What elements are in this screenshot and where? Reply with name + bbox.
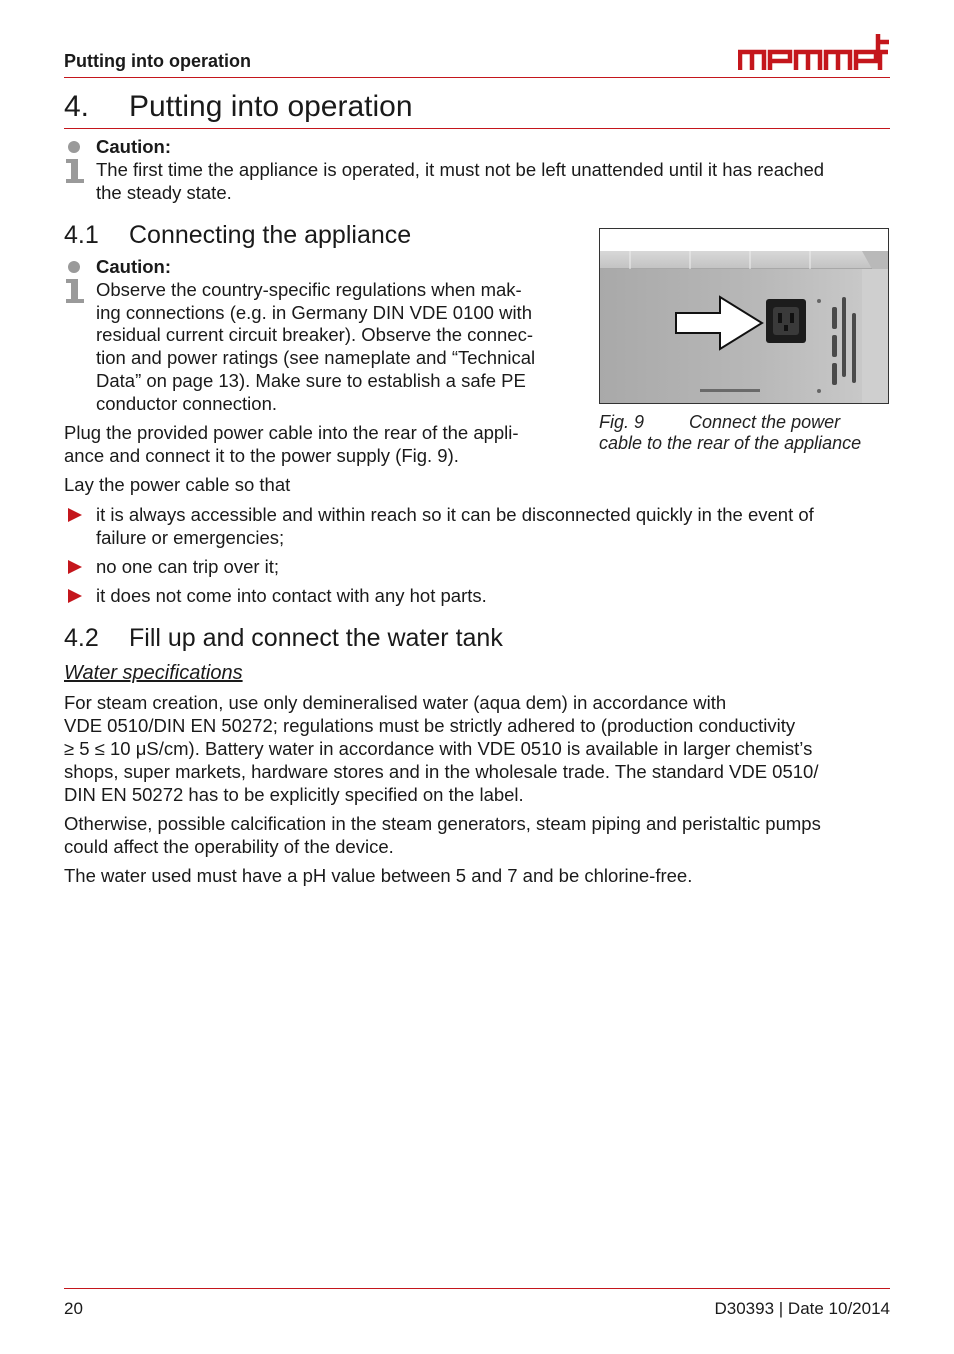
footer-rule xyxy=(64,1288,890,1289)
paragraph-line: Otherwise, possible calcification in the steam generators, steam piping and peristaltic pumps xyxy=(64,813,821,834)
info-icon xyxy=(64,139,88,185)
caution-text-line: conductor connection. xyxy=(96,393,278,414)
bullet-item: it does not come into contact with any hot parts. xyxy=(96,585,487,606)
paragraph-line: For steam creation, use only demineralised water (aqua dem) in accordance with xyxy=(64,692,727,713)
caution-label: Caution: xyxy=(96,256,172,277)
paragraph-line: The water used must have a pH value between 5 and 7 and be chlorine-free. xyxy=(64,865,693,886)
bullet-item: no one can trip over it; xyxy=(96,556,280,577)
memmert-logo xyxy=(738,30,890,72)
paragraph-line: could affect the operability of the device. xyxy=(64,836,394,857)
paragraph-line: Lay the power cable so that xyxy=(64,474,291,495)
bullet-arrow-icon xyxy=(66,506,84,524)
appliance-rear-illustration xyxy=(600,229,889,404)
figure-caption: Fig. 9 Connect the power cable to the rear of the appliance xyxy=(599,412,862,453)
info-icon xyxy=(64,259,88,305)
paragraph-line: Plug the provided power cable into the rear of the appli- xyxy=(64,422,519,443)
caution-label: Caution: xyxy=(96,136,172,157)
running-header: Putting into operation xyxy=(64,51,251,71)
caution-text-line: residual current circuit breaker). Observe the connec- xyxy=(96,324,533,345)
document-info: D30393 | Date 10/2014 xyxy=(714,1299,890,1318)
paragraph-line: DIN EN 50272 has to be explicitly specified on the label. xyxy=(64,784,524,805)
caution-text-line: tion and power ratings (see nameplate and “Technical xyxy=(96,347,536,368)
chapter-title: 4. Putting into operation xyxy=(64,90,413,123)
figure-appliance-rear xyxy=(599,228,889,404)
chapter-rule xyxy=(64,128,890,129)
bullet-arrow-icon xyxy=(66,587,84,605)
caution-text-line: the steady state. xyxy=(96,182,232,203)
bullet-item: failure or emergencies; xyxy=(96,527,285,548)
caution-text-line: Data” on page 13). Make sure to establish a safe PE xyxy=(96,370,526,391)
paragraph-line: VDE 0510/DIN EN 50272; regulations must be strictly adhered to (production conductivity xyxy=(64,715,796,736)
bullet-item: it is always accessible and within reach so it can be disconnected quickly in the event of xyxy=(96,504,814,525)
caution-text-line: The first time the appliance is operated, it must not be left unattended until it has reached xyxy=(96,159,825,180)
section-heading: 4.1 Connecting the appliance xyxy=(64,221,412,249)
caution-text-line: ing connections (e.g. in Germany DIN VDE 0100 with xyxy=(96,302,532,323)
caution-text-line: Observe the country-specific regulations when mak- xyxy=(96,279,522,300)
page-number: 20 xyxy=(64,1299,83,1318)
paragraph-line: ≥ 5 ≤ 10 μS/cm). Battery water in accordance with VDE 0510 is available in larger chemist’s xyxy=(64,738,813,759)
paragraph-line: shops, super markets, hardware stores and in the wholesale trade. The standard VDE 0510/ xyxy=(64,761,819,782)
paragraph-line: ance and connect it to the power supply (Fig. 9). xyxy=(64,445,459,466)
subheading: Water specifications xyxy=(64,662,243,684)
header-rule xyxy=(64,77,890,78)
bullet-arrow-icon xyxy=(66,558,84,576)
section-heading: 4.2 Fill up and connect the water tank xyxy=(64,624,503,652)
